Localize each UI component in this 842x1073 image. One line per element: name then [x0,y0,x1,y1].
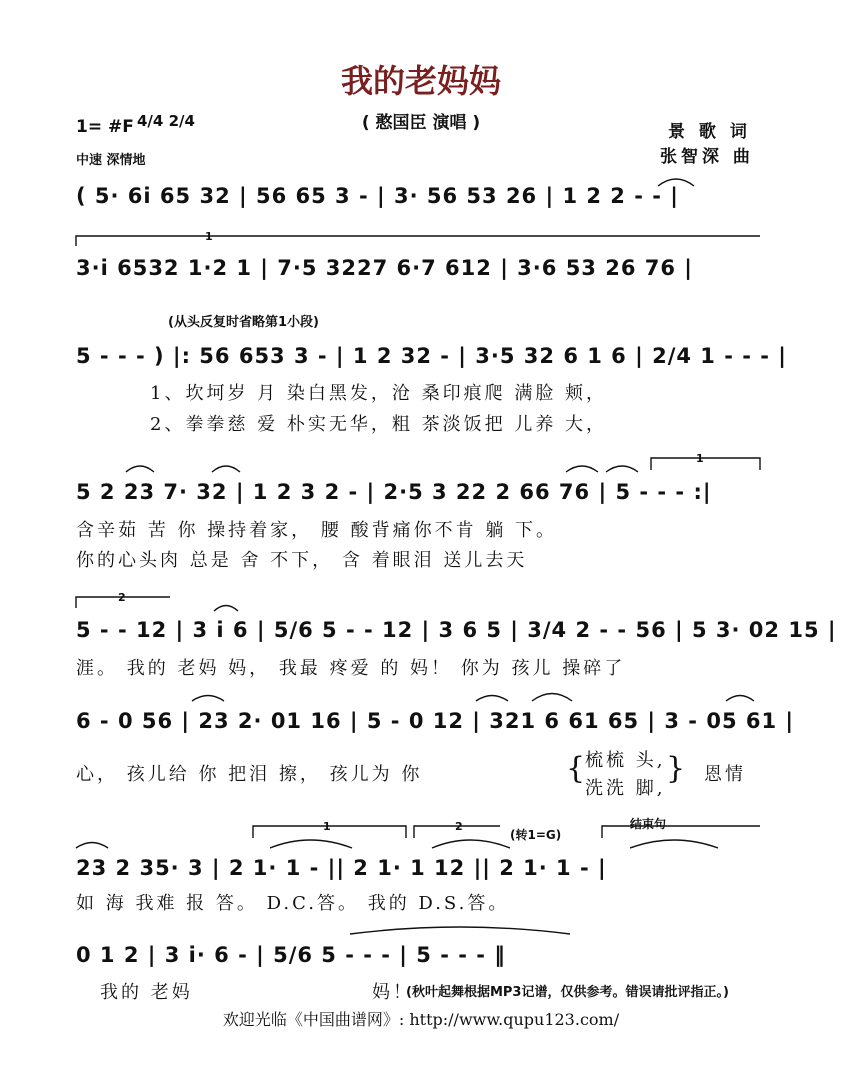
volta-label-ending1: 1 [323,820,331,833]
composer-credit: 张智深 曲 [660,147,754,167]
staff-line-6: 6 - 0 56 | 23 2· 01 16 | 5 - 0 12 | 321 6 61 65 | 3 - 05 61 | [76,709,795,733]
staff-line-3: 5 - - - ) |: 56 653 3 - | 1 2 32 - | 3·5 32 6 1 6 | 2/4 1 - - - | [76,344,787,368]
song-title: 我的老妈妈 [340,62,501,100]
volta-bracket-coda [602,826,760,838]
modulation-mark: (转1=G) [510,828,562,842]
transcriber-note: (秋叶起舞根据MP3记谱，仅供参考。错误请批评指正。) [406,985,729,1000]
tie-arc-2 [126,466,154,472]
volta-label-line2: 1 [205,230,213,243]
lyric-line-6: 心， 孩儿给 你 把泪 擦， 孩儿为 你 [76,764,423,785]
tie-arc-11 [76,843,108,849]
staff-line-1: ( 5· 6i 65 32 | 56 65 3 - | 3· 56 53 26 | 1 2 2 - - | [76,184,679,208]
tie-arc-15 [350,927,570,934]
tie-arc-4 [566,466,598,472]
staff-line-5: 5 - - 12 | 3 i 6 | 5/6 5 - - 12 | 3 6 5 | 3/4 2 - - 56 | 5 3· 02 15 | [76,618,837,642]
tie-arc-10 [726,696,754,702]
volta-label-ending2: 2 [455,820,463,833]
brace-close: } [666,751,686,786]
lyric-line-3a: 1、坎坷岁 月 染白黑发，沧 桑印痕爬 满脸 颊， [150,383,608,404]
staff-line-8: 0 1 2 | 3 i· 6 - | 5/6 5 - - - | 5 - - - ‖ [76,943,506,967]
lyric-line-8: 我的 老妈 [100,982,193,1003]
key-signature: 1= #F [76,117,134,137]
tie-arc-8 [476,696,508,702]
lyricist-credit: 景 歌 词 [668,122,751,142]
lyric-line-3b: 2、拳拳慈 爱 朴实无华，粗 茶淡饭把 儿养 大， [150,414,608,435]
brace-option-1: 梳梳 头, [585,750,666,771]
tie-arc-12 [270,840,352,848]
staff-line-4: 5 2 23 7· 32 | 1 2 3 2 - | 2·5 3 22 2 66 76 | 5 - - - :| [76,480,712,504]
tie-arc-3 [212,466,240,472]
time-signature: 4/4 2/4 [137,112,195,130]
tie-arc-6 [214,606,238,612]
volta-label-line4: 1 [696,452,704,465]
brace-open: { [566,751,586,786]
singer-credit: ( 憨国臣 演唱 ) [361,113,481,133]
tie-arc-7 [192,696,224,702]
ending-phrase-mark: 结束句 [630,817,667,831]
volta-bracket-line2 [76,236,760,246]
tie-arc-5 [606,466,638,472]
staff-line-7: 23 2 35· 3 | 2 1· 1 - || 2 1· 1 12 || 2 1· 1 - | [76,856,607,880]
repeat-remark: (从头反复时省略第1小段) [168,315,319,330]
brace-after-lyric: 恩情 [704,764,746,785]
lyric-line-5: 涯。 我的 老妈 妈， 我最 疼爱 的 妈！ 你为 孩儿 操碎了 [76,658,626,679]
volta-label-line5: 2 [118,591,126,604]
tempo-marking: 中速 深情地 [76,153,146,168]
volta-bracket-line4 [651,458,760,470]
site-footer: 欢迎光临《中国曲谱网》: http://www.qupu123.com/ [222,1010,620,1029]
lyric-line-4b: 你的心头肉 总是 舍 不下， 含 着眼泪 送儿去天 [76,550,528,571]
brace-option-2: 洗洗 脚, [585,778,666,799]
staff-line-2: 3·i 6532 1·2 1 | 7·5 3227 6·7 612 | 3·6 53 26 76 | [76,256,693,280]
lyric-line-7: 如 海 我难 报 答。 D.C.答。 我的 D.S.答。 [76,893,510,914]
tie-arc-1 [658,179,694,186]
last-lyric: 妈！ [372,982,414,1003]
tie-arc-14 [630,840,718,848]
tie-arc-9 [532,694,572,702]
lyric-line-4a: 含辛茹 苦 你 操持着家， 腰 酸背痛你不肯 躺 下。 [76,520,558,541]
tie-arc-13 [432,840,510,848]
